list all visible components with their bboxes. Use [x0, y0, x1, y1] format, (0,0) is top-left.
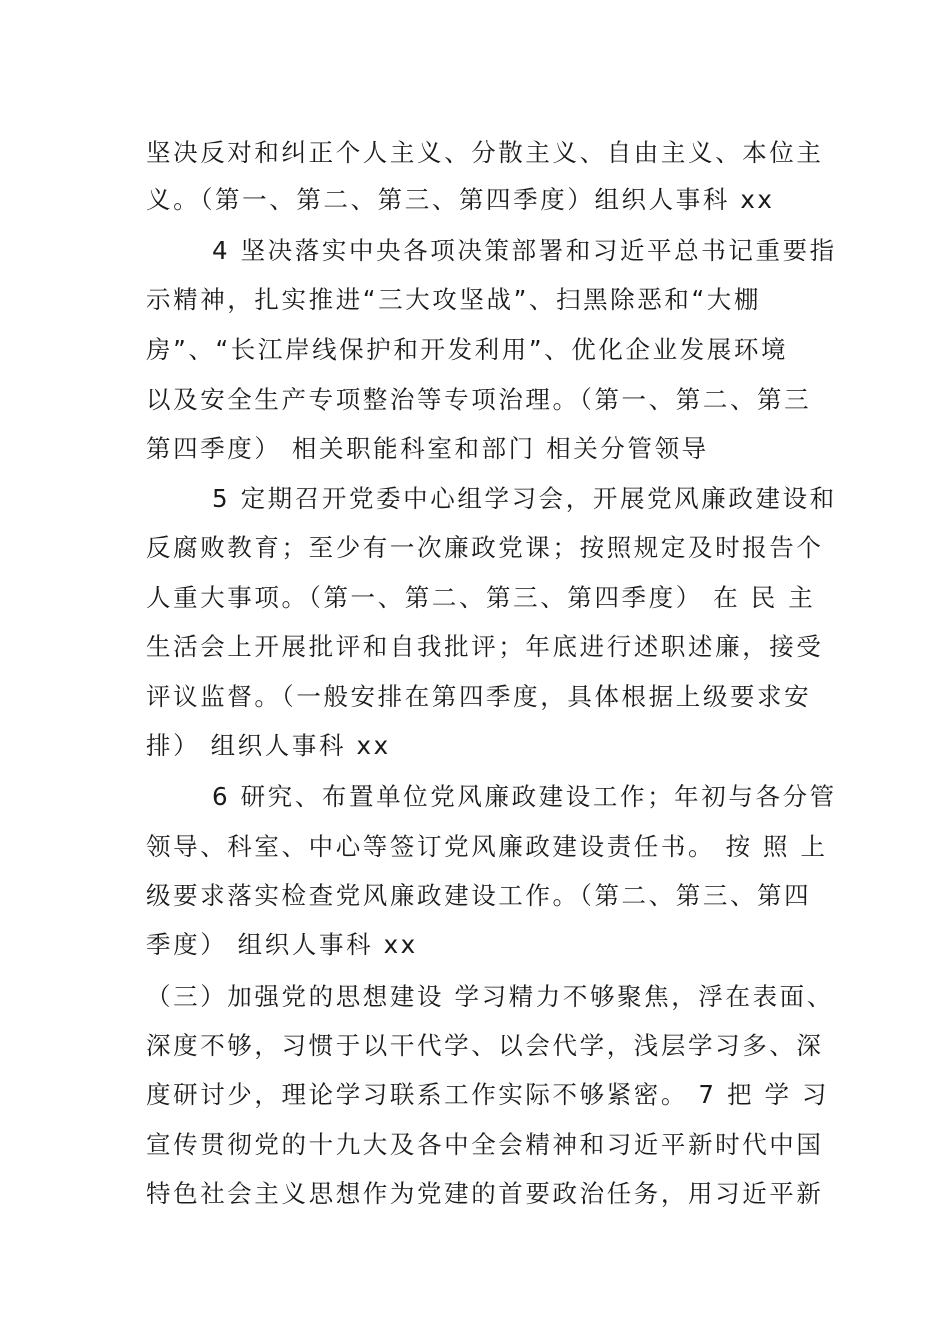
section-heading-line: （三）加强党的思想建设 学习精力不够聚焦，浮在表面、 [146, 982, 834, 1011]
text-line: 义。（第一、第二、第三、第四季度）组织人事科 xx [146, 185, 775, 214]
text-line: 反腐败教育；至少有一次廉政党课；按照规定及时报告个 [146, 533, 824, 562]
text-line: 深度不够，习惯于以干代学、以会代学，浅层学习多、深 [146, 1031, 824, 1060]
text-line: 房”、“长江岸线保护和开发利用”、优化企业发展环境 [146, 335, 789, 364]
text-line: 5 定期召开党委中心组学习会，开展党风廉政建设和 [212, 484, 837, 513]
text-line: 评议监督。（一般安排在第四季度，具体根据上级要求安 [146, 682, 812, 711]
text-line: 6 研究、布置单位党风廉政建设工作；年初与各分管 [212, 782, 837, 811]
text-line: 度研讨少，理论学习联系工作实际不够紧密。 7 把 学 习 [146, 1080, 830, 1109]
text-line: 级要求落实检查党风廉政建设工作。（第二、第三、第四 [146, 881, 812, 910]
text-line: 人重大事项。（第一、第二、第三、第四季度） 在 民 主 [146, 583, 816, 612]
text-line: 第四季度） 相关职能科室和部门 相关分管领导 [146, 434, 709, 463]
text-line: 4 坚决落实中央各项决策部署和习近平总书记重要指 [212, 236, 837, 265]
text-line: 季度） 组织人事科 xx [146, 930, 418, 959]
text-line: 宣传贯彻党的十九大及各中全会精神和习近平新时代中国 [146, 1130, 824, 1159]
text-line: 坚决反对和纠正个人主义、分散主义、自由主义、本位主 [146, 138, 824, 167]
text-line: 以及安全生产专项整治等专项治理。（第一、第二、第三 [146, 385, 812, 414]
text-line: 示精神，扎实推进“三大攻坚战”、扫黑除恶和“大棚 [146, 285, 761, 314]
text-line: 生活会上开展批评和自我批评；年底进行述职述廉，接受 [146, 632, 824, 661]
text-line: 领导、科室、中心等签订党风廉政建设责任书。 按 照 上 [146, 832, 828, 861]
text-line: 特色社会主义思想作为党建的首要政治任务，用习近平新 [146, 1179, 824, 1208]
text-line: 排） 组织人事科 xx [146, 731, 391, 760]
